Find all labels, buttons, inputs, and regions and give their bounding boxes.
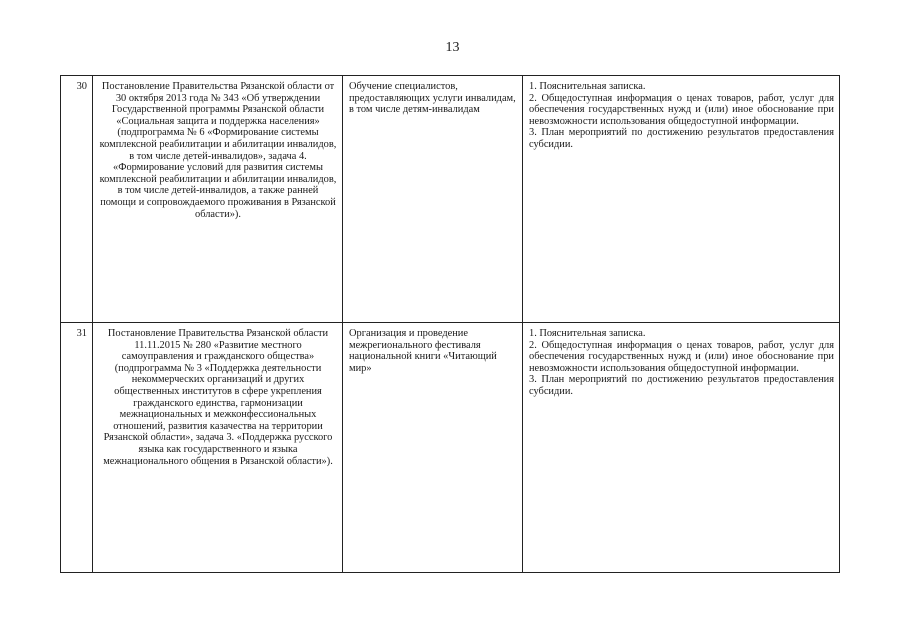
required-document-item: 3. План мероприятий по достижению результатов предоставления субсидии. xyxy=(529,127,834,150)
required-document-item: 1. Пояснительная записка. xyxy=(529,328,646,339)
row-number: 30 xyxy=(61,76,93,323)
required-documents-cell xyxy=(523,323,840,573)
measure-cell: Организация и проведение межрегионального фестиваля национальной книги «Читающий мир» xyxy=(343,323,523,573)
row-number: 31 xyxy=(61,323,93,573)
required-document-item: 2. Общедоступная информация о ценах товаров, работ, услуг для обеспечения государственных нужд и (или) иное обоснование при невозможности использования общедоступной информации. xyxy=(529,339,834,374)
regulation-text: Постановление Правительства Рязанской области от 30 октября 2013 года № 343 «Об утверждении Государственной программы Рязанской области «Социальная защита и поддержка населения» (подпрограмма № 6 «Формирование системы комплексной реабилитации и абилитации инвалидов, в том числе детей-инвалидов», задача 4. «Формирование условий для развития системы комплексной реабилитации и абилитации инвалидов, в том числе детей-инвалидов, а также ранней помощи и сопровождаемого проживания в Рязанской области»). xyxy=(99,81,337,220)
table-row xyxy=(61,76,840,323)
table-row xyxy=(61,323,840,573)
required-document-item: 2. Общедоступная информация о ценах товаров, работ, услуг для обеспечения государственных нужд и (или) иное обоснование при невозможности использования общедоступной информации. xyxy=(529,92,834,127)
required-document-item: 1. Пояснительная записка. xyxy=(529,81,646,92)
required-document-item: 3. План мероприятий по достижению результатов предоставления субсидии. xyxy=(529,374,834,397)
regulation-cell xyxy=(93,323,343,573)
regulation-cell xyxy=(93,76,343,323)
required-documents-cell xyxy=(523,76,840,323)
measure-cell: Обучение специалистов, предоставляющих услуги инвалидам, в том числе детям-инвалидам xyxy=(343,76,523,323)
page-number: 13 xyxy=(445,40,460,55)
regulation-text: Постановление Правительства Рязанской области 11.11.2015 № 280 «Развитие местного самоуправления и гражданского общества» (подпрограмма № 3 «Поддержка деятельности некоммерческих организаций и других общественных институтов в сфере укрепления гражданского единства, гармонизации межнациональных и межконфессиональных отношений, развития казачества на территории Рязанской области», задача 3. «Поддержка русского языка как государственного и языка межнационального общения в Рязанской области»). xyxy=(103,328,333,467)
document-table xyxy=(60,75,840,573)
